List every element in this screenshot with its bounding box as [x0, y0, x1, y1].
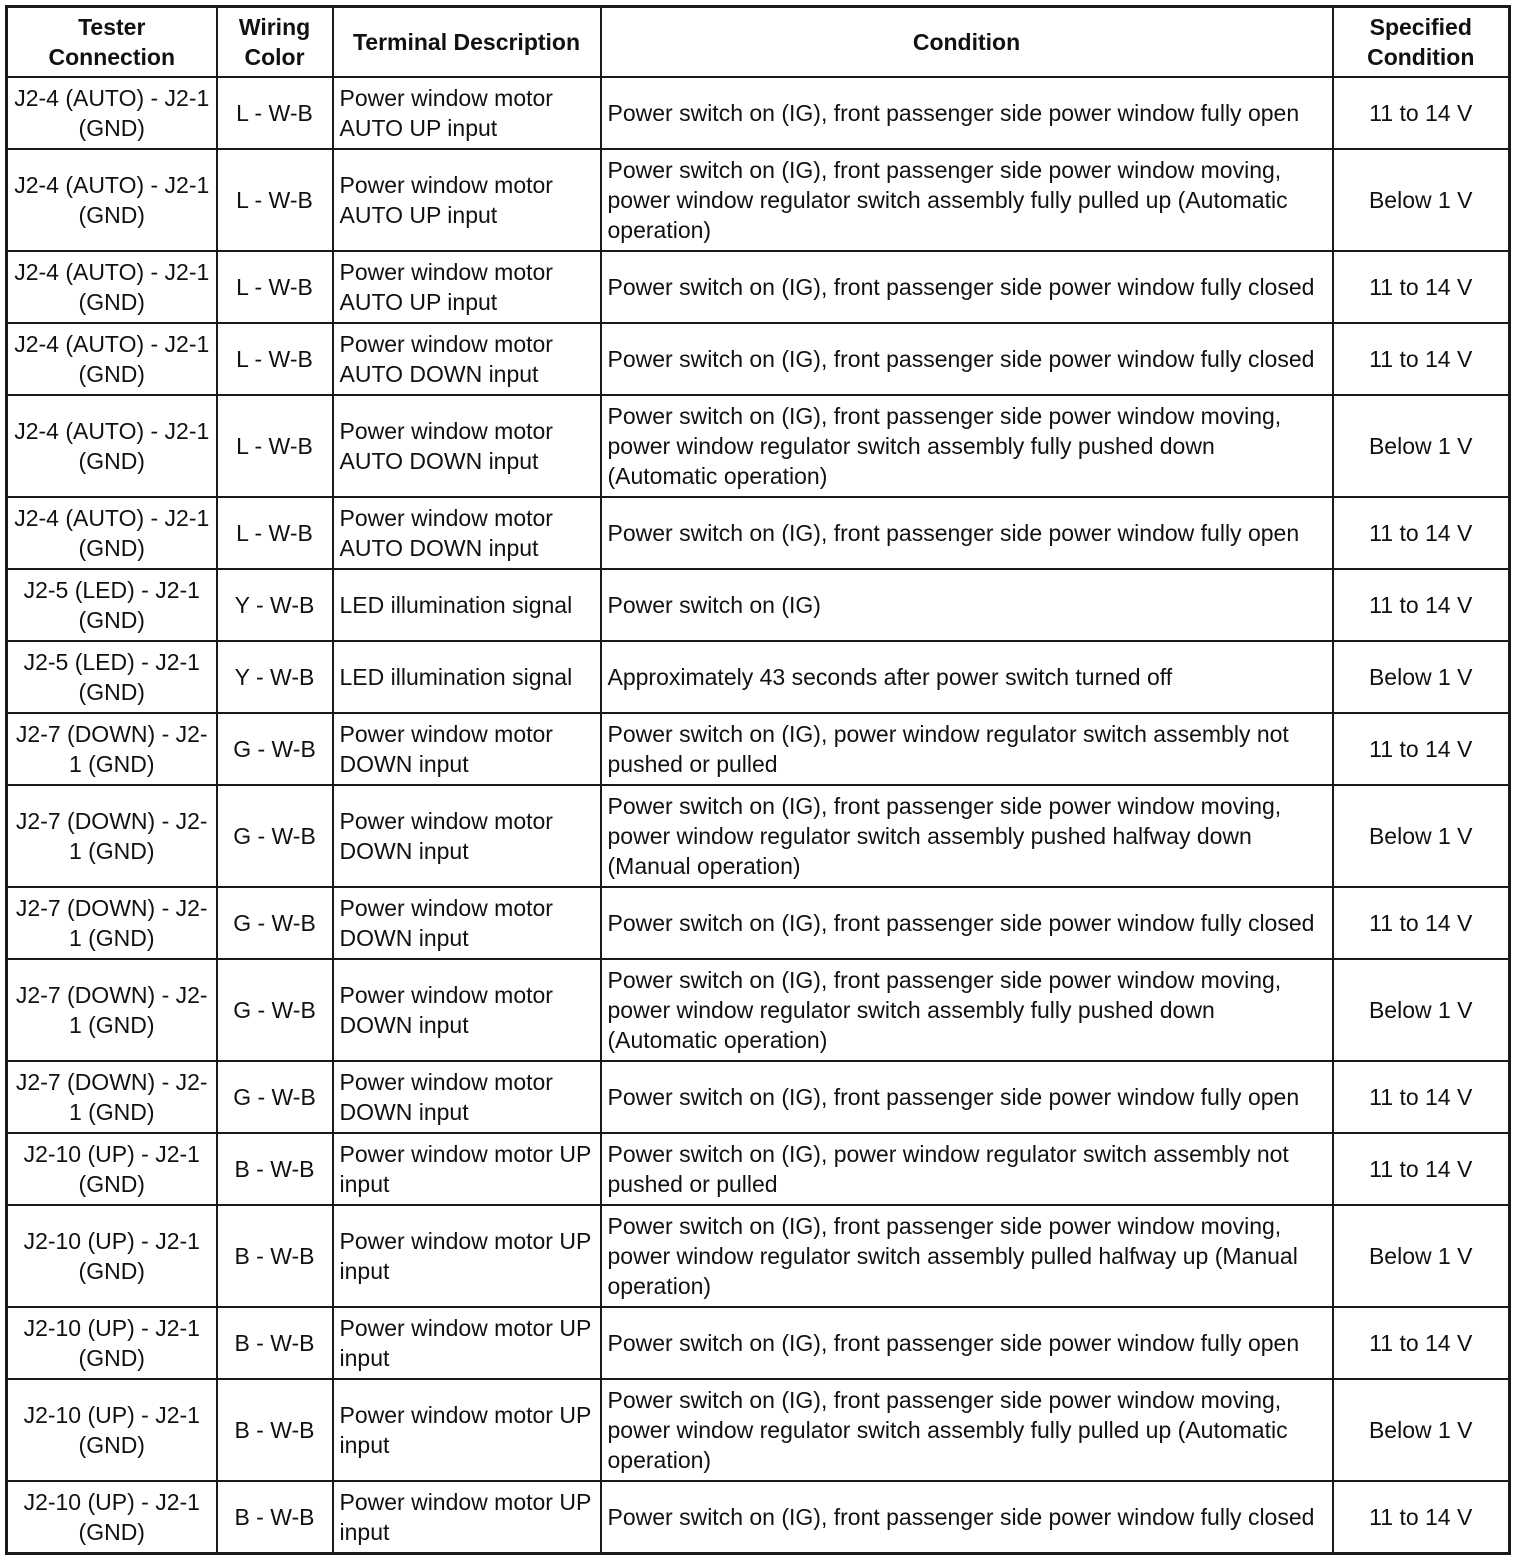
- cell-terminal-description: Power window motor AUTO DOWN input: [333, 497, 601, 569]
- header-condition: Condition: [601, 7, 1333, 78]
- terminal-inspection-table: [5, 5, 1511, 1555]
- cell-terminal-description: Power window motor DOWN input: [333, 713, 601, 785]
- table-row: [7, 323, 1510, 395]
- cell-specified-condition: 11 to 14 V: [1333, 497, 1510, 569]
- cell-condition: Power switch on (IG), front passenger side power window moving, power window regulator switch assembly fully pushed down (Automatic operation): [601, 395, 1333, 497]
- cell-terminal-description: Power window motor AUTO DOWN input: [333, 323, 601, 395]
- cell-terminal-description: Power window motor DOWN input: [333, 887, 601, 959]
- cell-terminal-description: Power window motor UP input: [333, 1133, 601, 1205]
- cell-wiring-color: G - W-B: [217, 887, 333, 959]
- cell-wiring-color: Y - W-B: [217, 569, 333, 641]
- cell-terminal-description: Power window motor AUTO UP input: [333, 149, 601, 251]
- cell-wiring-color: L - W-B: [217, 251, 333, 323]
- cell-specified-condition: Below 1 V: [1333, 641, 1510, 713]
- table-row: [7, 959, 1510, 1061]
- table-row: [7, 251, 1510, 323]
- cell-specified-condition: 11 to 14 V: [1333, 569, 1510, 641]
- table-row: [7, 497, 1510, 569]
- cell-tester-connection: J2-7 (DOWN) - J2-1 (GND): [7, 713, 217, 785]
- cell-terminal-description: Power window motor UP input: [333, 1205, 601, 1307]
- cell-wiring-color: B - W-B: [217, 1379, 333, 1481]
- table-row: [7, 395, 1510, 497]
- cell-wiring-color: B - W-B: [217, 1481, 333, 1554]
- cell-condition: Power switch on (IG), front passenger side power window moving, power window regulator switch assembly fully pushed down (Automatic operation): [601, 959, 1333, 1061]
- cell-tester-connection: J2-10 (UP) - J2-1 (GND): [7, 1379, 217, 1481]
- cell-condition: Power switch on (IG), front passenger side power window moving, power window regulator switch assembly fully pulled up (Automatic operation): [601, 149, 1333, 251]
- cell-tester-connection: J2-10 (UP) - J2-1 (GND): [7, 1133, 217, 1205]
- cell-tester-connection: J2-4 (AUTO) - J2-1 (GND): [7, 251, 217, 323]
- header-tester-connection: Tester Connection: [7, 7, 217, 78]
- cell-specified-condition: Below 1 V: [1333, 149, 1510, 251]
- table-row: [7, 1307, 1510, 1379]
- cell-wiring-color: L - W-B: [217, 395, 333, 497]
- table-row: [7, 569, 1510, 641]
- cell-tester-connection: J2-10 (UP) - J2-1 (GND): [7, 1205, 217, 1307]
- cell-tester-connection: J2-5 (LED) - J2-1 (GND): [7, 641, 217, 713]
- cell-wiring-color: L - W-B: [217, 149, 333, 251]
- cell-wiring-color: G - W-B: [217, 713, 333, 785]
- cell-tester-connection: J2-4 (AUTO) - J2-1 (GND): [7, 395, 217, 497]
- cell-tester-connection: J2-4 (AUTO) - J2-1 (GND): [7, 497, 217, 569]
- cell-specified-condition: Below 1 V: [1333, 785, 1510, 887]
- cell-terminal-description: LED illumination signal: [333, 641, 601, 713]
- cell-tester-connection: J2-10 (UP) - J2-1 (GND): [7, 1307, 217, 1379]
- cell-tester-connection: J2-5 (LED) - J2-1 (GND): [7, 569, 217, 641]
- cell-terminal-description: Power window motor DOWN input: [333, 959, 601, 1061]
- cell-terminal-description: Power window motor AUTO UP input: [333, 251, 601, 323]
- cell-specified-condition: 11 to 14 V: [1333, 713, 1510, 785]
- table-row: [7, 713, 1510, 785]
- cell-specified-condition: 11 to 14 V: [1333, 887, 1510, 959]
- cell-tester-connection: J2-7 (DOWN) - J2-1 (GND): [7, 887, 217, 959]
- cell-specified-condition: 11 to 14 V: [1333, 323, 1510, 395]
- header-wiring-color: Wiring Color: [217, 7, 333, 78]
- cell-specified-condition: 11 to 14 V: [1333, 77, 1510, 149]
- table-row: [7, 887, 1510, 959]
- header-row: [7, 7, 1510, 78]
- cell-terminal-description: Power window motor DOWN input: [333, 1061, 601, 1133]
- cell-terminal-description: Power window motor UP input: [333, 1307, 601, 1379]
- table-row: [7, 1061, 1510, 1133]
- cell-condition: Power switch on (IG), front passenger side power window fully open: [601, 497, 1333, 569]
- cell-terminal-description: Power window motor UP input: [333, 1481, 601, 1554]
- header-terminal-description: Terminal Description: [333, 7, 601, 78]
- cell-condition: Power switch on (IG), front passenger side power window moving, power window regulator switch assembly pushed halfway down (Manual operation): [601, 785, 1333, 887]
- table-row: [7, 1481, 1510, 1554]
- cell-wiring-color: B - W-B: [217, 1307, 333, 1379]
- cell-tester-connection: J2-7 (DOWN) - J2-1 (GND): [7, 785, 217, 887]
- header-specified-condition: Specified Condition: [1333, 7, 1510, 78]
- table-row: [7, 785, 1510, 887]
- cell-terminal-description: LED illumination signal: [333, 569, 601, 641]
- cell-specified-condition: 11 to 14 V: [1333, 1481, 1510, 1554]
- cell-condition: Power switch on (IG), power window regulator switch assembly not pushed or pulled: [601, 713, 1333, 785]
- cell-terminal-description: Power window motor DOWN input: [333, 785, 601, 887]
- cell-condition: Power switch on (IG), power window regulator switch assembly not pushed or pulled: [601, 1133, 1333, 1205]
- cell-wiring-color: G - W-B: [217, 959, 333, 1061]
- cell-specified-condition: Below 1 V: [1333, 395, 1510, 497]
- table-header: [7, 7, 1510, 78]
- cell-wiring-color: Y - W-B: [217, 641, 333, 713]
- cell-specified-condition: 11 to 14 V: [1333, 251, 1510, 323]
- cell-condition: Approximately 43 seconds after power switch turned off: [601, 641, 1333, 713]
- cell-wiring-color: B - W-B: [217, 1133, 333, 1205]
- table-row: [7, 77, 1510, 149]
- cell-tester-connection: J2-4 (AUTO) - J2-1 (GND): [7, 323, 217, 395]
- terminal-inspection-table-container: [5, 5, 1508, 1555]
- cell-specified-condition: Below 1 V: [1333, 1379, 1510, 1481]
- cell-condition: Power switch on (IG): [601, 569, 1333, 641]
- cell-tester-connection: J2-4 (AUTO) - J2-1 (GND): [7, 77, 217, 149]
- table-row: [7, 149, 1510, 251]
- cell-condition: Power switch on (IG), front passenger side power window moving, power window regulator switch assembly fully pulled up (Automatic operation): [601, 1379, 1333, 1481]
- cell-condition: Power switch on (IG), front passenger side power window fully closed: [601, 1481, 1333, 1554]
- cell-specified-condition: 11 to 14 V: [1333, 1133, 1510, 1205]
- cell-wiring-color: G - W-B: [217, 1061, 333, 1133]
- table-row: [7, 641, 1510, 713]
- cell-wiring-color: L - W-B: [217, 497, 333, 569]
- cell-tester-connection: J2-7 (DOWN) - J2-1 (GND): [7, 1061, 217, 1133]
- cell-condition: Power switch on (IG), front passenger side power window fully closed: [601, 323, 1333, 395]
- table-row: [7, 1133, 1510, 1205]
- cell-specified-condition: 11 to 14 V: [1333, 1307, 1510, 1379]
- cell-condition: Power switch on (IG), front passenger side power window fully closed: [601, 251, 1333, 323]
- cell-terminal-description: Power window motor AUTO UP input: [333, 77, 601, 149]
- cell-tester-connection: J2-10 (UP) - J2-1 (GND): [7, 1481, 217, 1554]
- table-row: [7, 1379, 1510, 1481]
- cell-specified-condition: Below 1 V: [1333, 1205, 1510, 1307]
- cell-tester-connection: J2-7 (DOWN) - J2-1 (GND): [7, 959, 217, 1061]
- cell-terminal-description: Power window motor UP input: [333, 1379, 601, 1481]
- cell-condition: Power switch on (IG), front passenger side power window fully open: [601, 1307, 1333, 1379]
- cell-condition: Power switch on (IG), front passenger side power window fully open: [601, 77, 1333, 149]
- table-body: [7, 77, 1510, 1554]
- cell-specified-condition: 11 to 14 V: [1333, 1061, 1510, 1133]
- cell-wiring-color: G - W-B: [217, 785, 333, 887]
- cell-wiring-color: L - W-B: [217, 323, 333, 395]
- cell-condition: Power switch on (IG), front passenger side power window fully open: [601, 1061, 1333, 1133]
- table-row: [7, 1205, 1510, 1307]
- cell-specified-condition: Below 1 V: [1333, 959, 1510, 1061]
- cell-condition: Power switch on (IG), front passenger side power window moving, power window regulator switch assembly pulled halfway up (Manual operation): [601, 1205, 1333, 1307]
- cell-wiring-color: L - W-B: [217, 77, 333, 149]
- cell-wiring-color: B - W-B: [217, 1205, 333, 1307]
- cell-tester-connection: J2-4 (AUTO) - J2-1 (GND): [7, 149, 217, 251]
- cell-condition: Power switch on (IG), front passenger side power window fully closed: [601, 887, 1333, 959]
- cell-terminal-description: Power window motor AUTO DOWN input: [333, 395, 601, 497]
